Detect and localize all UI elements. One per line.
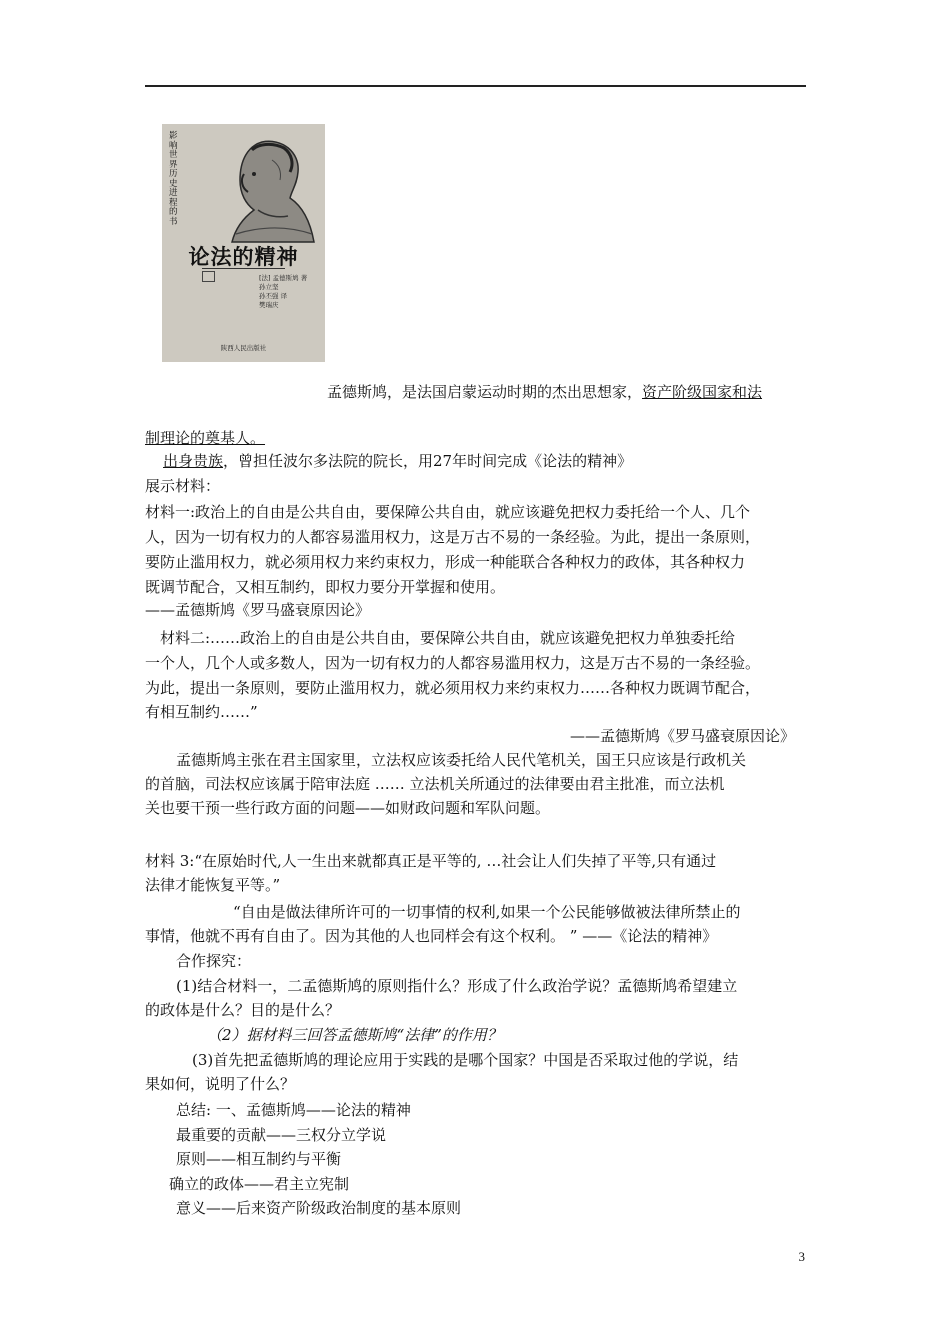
- cover-credit-line: 樊瑞庆: [259, 301, 279, 309]
- cover-divider: [202, 268, 285, 269]
- paragraph-line: 关也要干预一些行政方面的问题——如财政问题和军队问题。: [145, 799, 551, 817]
- book-cover-image: [162, 124, 325, 362]
- material-3-line: 材料 3:“在原始时代,人一生出来就都真正是平等的, …社会让人们失掉了平等,只有通过: [145, 852, 717, 870]
- material-1-line: 既调节配合，又相互制约，即权力要分开掌握和使用。: [145, 578, 506, 596]
- material-2-line: 材料二:……政治上的自由是公共自由，要保障公共自由，就应该避免把权力单独委托给: [160, 629, 736, 647]
- cover-credit-line: 孙立坚: [259, 283, 279, 291]
- material-3-line: 事情，他就不再有自由了。因为其他的人也同样会有这个权利。 ” ——《论法的精神》: [145, 927, 718, 945]
- question-3-line: 果如何，说明了什么？: [145, 1075, 296, 1093]
- question-2-line: （2）据材料三回答孟德斯鸠“法律”的作用？: [207, 1026, 502, 1044]
- material-1-line: 材料一:政治上的自由是公共自由，要保障公共自由，就应该避免把权力委托给一个人、几个: [145, 503, 751, 521]
- material-1-line: 人，因为一切有权力的人都容易滥用权力，这是万古不易的一条经验。为此，提出一条原则，: [145, 528, 761, 546]
- bio-text: ，曾担任波尔多法院的院长，用27年时间完成《论法的精神》: [223, 452, 633, 470]
- material-3-line: 法律才能恢复平等。”: [145, 876, 281, 894]
- material-2-line: 有相互制约……”: [145, 703, 258, 721]
- question-1-line: 的政体是什么？目的是什么？: [145, 1001, 341, 1019]
- paragraph-line: 的首脑，司法权应该属于陪审法庭 …… 立法机关所通过的法律要由君主批准，而立法机: [145, 775, 725, 793]
- intro-line: [327, 382, 762, 402]
- summary-line: 原则——相互制约与平衡: [176, 1150, 342, 1168]
- cover-title: 论法的精神: [188, 245, 299, 269]
- summary-line: 确立的政体——君主立宪制: [169, 1175, 350, 1193]
- material-1-line: 要防止滥用权力，就必须用权力来约束权力，形成一种能联合各种权力的政体，其各种权力: [145, 553, 746, 571]
- bio-underlined-text: 出身贵族: [163, 452, 224, 470]
- intro-line-continued: 制理论的奠基人。: [145, 429, 266, 447]
- question-3-line: (3)首先把孟德斯鸠的理论应用于实践的是哪个国家？中国是否采取过他的学说，结: [192, 1051, 739, 1069]
- material-2-line: 为此，提出一条原则，要防止滥用权力，就必须用权力来约束权力……各种权力既调节配合，: [145, 679, 761, 697]
- material-1-source: ——孟德斯鸠《罗马盛衰原因论》: [145, 601, 371, 619]
- summary-line: 总结: 一、孟德斯鸠——论法的精神: [176, 1101, 411, 1119]
- cover-credit-line: [法] 孟德斯鸠 著: [259, 274, 308, 282]
- question-1-line: (1)结合材料一，二孟德斯鸠的原则指什么？形成了什么政治学说？孟德斯鸠希望建立: [176, 977, 738, 995]
- cover-credit-line: 孙丕强 译: [259, 292, 288, 300]
- header-rule: [145, 85, 806, 87]
- intro-underlined-text: 资产阶级国家和法: [642, 383, 763, 401]
- intro-text: 孟德斯鸠，是法国启蒙运动时期的杰出思想家，: [327, 383, 643, 401]
- page-number: 3: [798, 1249, 805, 1264]
- material-2-line: 一个人，几个人或多数人，因为一切有权力的人都容易滥用权力，这是万古不易的一条经验。: [145, 654, 761, 672]
- publisher-mark-icon: [202, 271, 215, 282]
- material-3-line: “自由是做法律所许可的一切事情的权利,如果一个公民能够做被法律所禁止的: [233, 903, 741, 921]
- summary-line: 意义——后来资产阶级政治制度的基本原则: [176, 1199, 462, 1217]
- montesquieu-portrait-illustration: [192, 130, 317, 246]
- cover-credits: [259, 274, 307, 310]
- section-label: 合作探究：: [176, 952, 252, 970]
- section-label: 展示材料：: [145, 477, 221, 495]
- cover-series-text: 影响世界历史进程的书: [169, 131, 178, 227]
- bio-line: [163, 451, 632, 471]
- material-2-source: ——孟德斯鸠《罗马盛衰原因论》: [570, 727, 796, 745]
- cover-publisher: 陕西人民出版社: [220, 344, 267, 352]
- paragraph-line: 孟德斯鸠主张在君主国家里，立法权应该委托给人民代笔机关，国王只应该是行政机关: [176, 751, 747, 769]
- summary-line: 最重要的贡献——三权分立学说: [176, 1126, 387, 1144]
